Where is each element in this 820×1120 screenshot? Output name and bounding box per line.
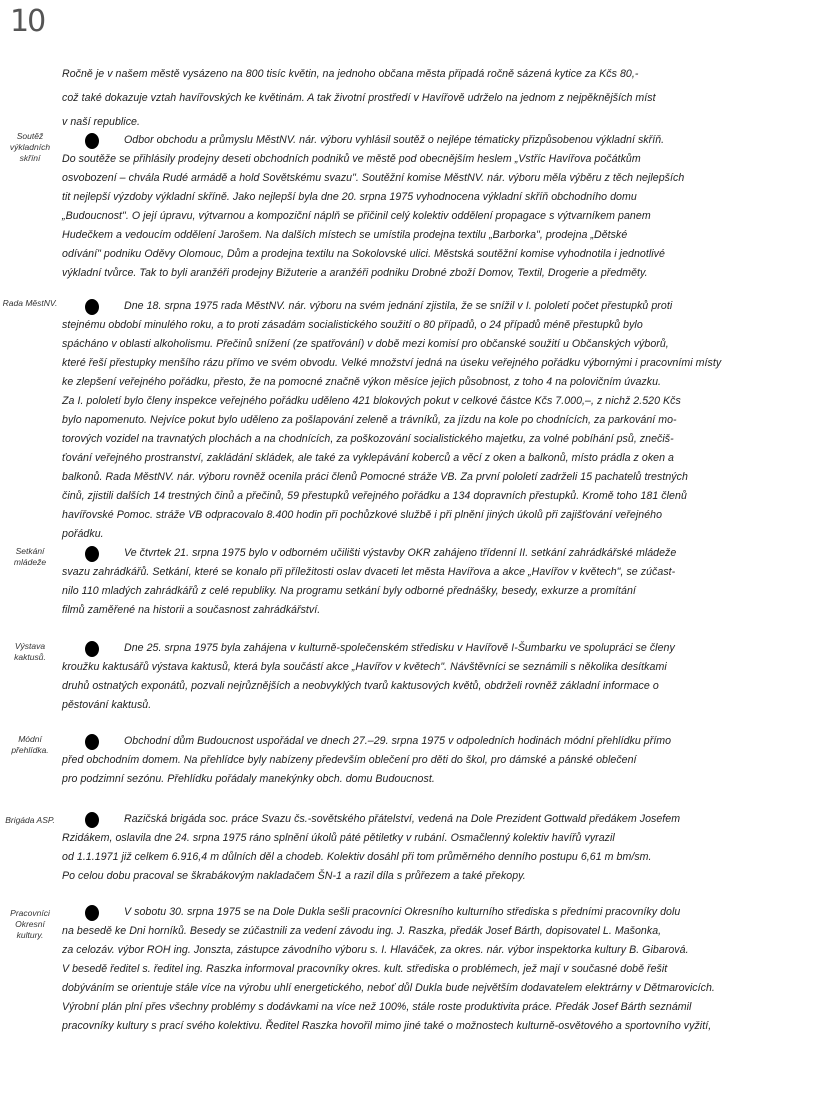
- text-line: bylo napomenuto. Nejvíce pokut bylo uděleno za pošlapování zeleně a trávníků, za jízdu na kole po chodnících, za parkování mo-: [62, 414, 677, 426]
- text-line: torových vozidel na travnatých plochách a na chodnících, za poškozování socialistického majetku, za volné pobíhání psů, znečiš-: [62, 433, 674, 445]
- text-line: výkladní tvůrce. Tak to byli aranžéři prodejny Bižuterie a aranžéři podniku Drobné zboží Domov, Textil, Drogerie a předměty.: [62, 267, 648, 279]
- text-line: Do soutěže se přihlásily prodejny deseti obchodních podniků ve městě pod obecnějším heslem „Vstříc Havířova počátkům: [62, 153, 641, 165]
- paragraph-brigada: [62, 810, 782, 886]
- text-line: Dne 25. srpna 1975 byla zahájena v kulturně-společenském středisku v Havířově I-Šumbarku ve spolupráci se členy: [124, 642, 675, 654]
- text-line: pořádku.: [62, 528, 104, 540]
- margin-label: Výstava kaktusů.: [14, 641, 46, 662]
- text-line: Odbor obchodu a průmyslu MěstNV. nár. výboru vyhlásil soutěž o nejlépe tématicky přizpůsobenou výkladní skříň.: [124, 134, 665, 146]
- text-line: za celozáv. výbor ROH ing. Jonszta, zástupce závodního výboru s. I. Hlaváček, za okres. nár. výbor inspektorka kultury B. Gibarová.: [62, 944, 689, 956]
- text-line: Ročně je v našem městě vysázeno na 800 tisíc květin, na jednoho občana města připadá ročně sázená kytice za Kčs 80,-: [62, 68, 639, 80]
- text-line: na besedě ke Dni horníků. Besedy se zúčastnili za vedení závodu ing. J. Raszka, předák Josef Bárth, dopisovatel L. Mašonka,: [62, 925, 662, 937]
- text-line: Obchodní dům Budoucnost uspořádal ve dnech 27.–29. srpna 1975 v odpoledních hodinách módní přehlídku přímo: [124, 735, 672, 747]
- text-line: Razičská brigáda soc. práce Svazu čs.-sovětského přátelství, vedená na Dole Prezident Gottwald předákem Josefem: [124, 813, 681, 825]
- text-line: Po celou dobu pracoval se škrabákovým nakladačem ŠN-1 a razil díla s průřezem a také překopy.: [62, 870, 526, 882]
- paragraph-pracovnici: [62, 903, 782, 1036]
- text-line: balkonů. Rada MěstNV. nár. výboru rovněž ocenila práci členů Pomocné stráže VB. Za první pololetí zadrželi 15 pachatelů trestných: [62, 471, 688, 483]
- text-line: V besedě ředitel s. ředitel ing. Raszka informoval pracovníky okres. kult. střediska o problémech, jež mají v současné době řešit: [62, 963, 668, 975]
- text-line: dobýváním se orientuje stále více na výrobu uhlí energetického, neboť důl Dukla bude největším dodavatelem elektrárny v Dětmarovicích.: [62, 982, 715, 994]
- margin-label: Setkání mládeže: [13, 546, 47, 567]
- margin-label: Brigáda ASP.: [5, 815, 55, 825]
- text-line: kroužku kaktusářů výstava kaktusů, která byla součástí akce „Havířov v květech". Návštěvníci se seznámili s několika desítkami: [62, 661, 667, 673]
- paragraph-soutez: [62, 131, 782, 283]
- paragraph-continuation: [62, 62, 782, 134]
- paragraph-vystava: [62, 639, 782, 715]
- paragraph-setkani: [62, 544, 782, 620]
- text-line: osvobození – chvála Rudé armádě a hold Sovětskému svazu". Soutěžní komise MěstNV. nár. výboru měla výběru z těch nejlepších: [62, 172, 685, 184]
- text-line: Dne 18. srpna 1975 rada MěstNV. nár. výboru na svém jednání zjistila, že se snížil v I. pololetí počet přestupků proti: [124, 300, 673, 312]
- text-line: Hudečkem a vedoucím oddělení Jarošem. Na dalších místech se umístila prodejna textilu „Barborka", prodejna „Dětské: [62, 229, 628, 241]
- text-line: druhů ostnatých exponátů, pozvali nejrůznějších a neobvyklých tvarů kaktusových květů, obdrželi rovněž základní informace o: [62, 680, 659, 692]
- text-line: ťování veřejného prostranství, zakládání skládek, ale také za vyklepávání koberců a věcí z oken a balkonů, místo prádla z oken a: [62, 452, 674, 464]
- text-line: Výrobní plán plní přes všechny problémy s dodávkami na více než 100%, stále roste produktivita práce. Předák Josef Bárth seznámil: [62, 1001, 692, 1013]
- text-line: Za I. pololetí bylo členy inspekce veřejného pořádku uděleno 421 blokových pokut v celkové částce Kčs 7.000,–, z nichž 2.520 Kčs: [62, 395, 681, 407]
- text-line: Ve čtvrtek 21. srpna 1975 bylo v odborném učilišti výstavby OKR zahájeno třídenní II. setkání zahrádkářské mládeže: [124, 547, 677, 559]
- text-line: pro podzimní sezónu. Přehlídku pořádaly manekýnky obch. domu Budoucnost.: [62, 773, 435, 785]
- margin-label: Rada MěstNV.: [2, 298, 58, 308]
- text-line: odívání" podniku Oděvy Olomouc, Dům a prodejna textilu na Sokolovské ulici. Městská soutěžní komise vyhodnotila i jednotlivé: [62, 248, 665, 260]
- text-line: činů, zjistili dalších 14 trestných činů a přečinů, 59 přestupků veřejného pořádku a 134 dopravních přestupků. Kromě toho 181 členů: [62, 490, 687, 502]
- text-line: které řeší přestupky menšího rázu přímo ve svém obvodu. Velké množství jedná na úseku veřejného pořádku výbornými i pracovními místy: [62, 357, 722, 369]
- page-number: 10: [10, 4, 45, 39]
- text-line: „Budoucnost". O její úpravu, výtvarnou a kompoziční náplň se přičinil celý kolektiv oddělení propagace s výtvarníkem panem: [62, 210, 651, 222]
- paragraph-rada: [62, 297, 782, 544]
- text-line: v naší republice.: [62, 116, 140, 128]
- margin-label: Pracovníci Okresní kultury.: [10, 908, 50, 940]
- text-line: spácháno v oblasti alkoholismu. Přečinů snížení (ze spatřování) v době mezi komisí pro občanské soužití u Občanských výborů,: [62, 338, 669, 350]
- margin-label: Soutěž výkladních skříní: [9, 131, 51, 163]
- text-line: před obchodním domem. Na přehlídce byly nabízeny především oblečení pro děti do škol, pro dámské a pánské oblečení: [62, 754, 637, 766]
- text-line: od 1.1.1971 již celkem 6.916,4 m důlních děl a chodeb. Kolektiv dosáhl při tom průměrného denního postupu 6,61 m bm/sm.: [62, 851, 652, 863]
- text-line: nilo 110 mladých zahrádkářů z celé republiky. Na programu setkání byly odborné přednášky, besedy, exkurze a promítání: [62, 585, 636, 597]
- text-line: což také dokazuje vztah havířovských ke květinám. A tak životní prostředí v Havířově udrželo na jednom z nejpěknějších míst: [62, 92, 656, 104]
- text-line: havířovské Pomoc. stráže VB odpracovalo 8.400 hodin při pochůzkové službě i při plnění jiných úkolů při zajišťování veřejného: [62, 509, 663, 521]
- text-line: Rzidákem, oslavila dne 24. srpna 1975 ráno splnění úkolů páté pětiletky v rubání. Osmačlenný kolektiv havířů vyrazil: [62, 832, 615, 844]
- paragraph-modni-prehlidka: [62, 732, 782, 789]
- text-line: pracovníky kultury s prací svého kolektivu. Ředitel Raszka hovořil mimo jiné také o možnostech kulturně-osvětového a sportovního vyžití,: [62, 1020, 712, 1032]
- text-line: stejnému období minulého roku, a to proti zásadám socialistického soužití o 80 případů, o 24 případů méně přestupků bylo: [62, 319, 643, 331]
- text-line: ke zlepšení veřejného pořádku, přesto, že na pomocné značně výkon měsíce jejich působnost, z toho 4 na polovičním úvazku.: [62, 376, 662, 388]
- text-line: V sobotu 30. srpna 1975 se na Dole Dukla sešli pracovníci Okresního kulturního střediska s předními pracovníky dolu: [124, 906, 681, 918]
- text-line: svazu zahrádkářů. Setkání, které se konalo při příležitosti oslav dvaceti let města Havířova a akce „Havířov v květech", se zúčast-: [62, 566, 676, 578]
- margin-label: Módní přehlídka.: [11, 734, 49, 755]
- text-line: pěstování kaktusů.: [62, 699, 152, 711]
- text-line: filmů zaměřené na historii a současnost zahrádkářství.: [62, 604, 321, 616]
- text-line: tit nejlepší výzdoby výkladní skříně. Jako nejlepší byla dne 20. srpna 1975 vyhodnocena výkladní skříň obchodního domu: [62, 191, 637, 203]
